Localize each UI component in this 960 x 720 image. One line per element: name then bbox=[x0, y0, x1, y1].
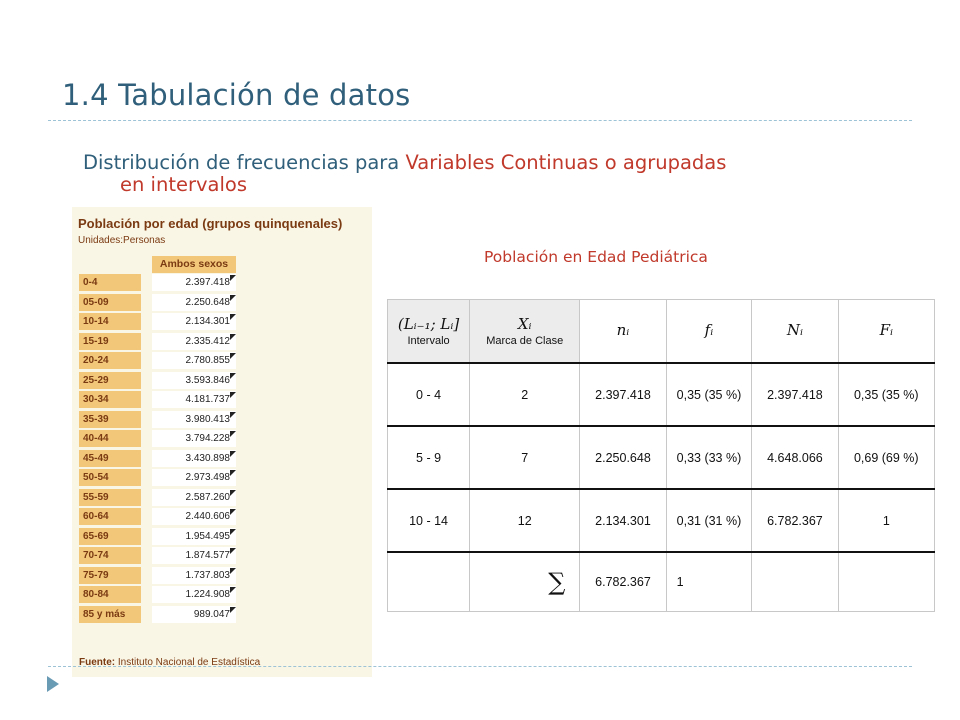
ine-source-label: Fuente: bbox=[79, 657, 116, 668]
ine-value-cell[interactable] bbox=[152, 469, 236, 486]
ine-age-group: 30-34 bbox=[79, 391, 141, 408]
ine-value-cell[interactable] bbox=[152, 489, 236, 506]
frequency-header-row bbox=[388, 300, 935, 364]
ine-value-cell[interactable] bbox=[152, 606, 236, 623]
header-absolute-frequency: nᵢ bbox=[580, 300, 666, 364]
ine-value-cell[interactable] bbox=[152, 528, 236, 545]
ine-age-group: 40-44 bbox=[79, 430, 141, 447]
ine-age-group: 10-14 bbox=[79, 313, 141, 330]
ine-row bbox=[79, 273, 236, 293]
ine-value: 3.593.846 bbox=[185, 374, 230, 386]
ine-rows bbox=[79, 273, 236, 624]
ine-value: 3.430.898 bbox=[185, 452, 230, 464]
ine-value: 1.737.803 bbox=[185, 569, 230, 581]
corner-marker-icon bbox=[230, 412, 236, 418]
ine-age-group: 45-49 bbox=[79, 450, 141, 467]
ine-row bbox=[79, 371, 236, 391]
ine-value-cell[interactable] bbox=[152, 274, 236, 291]
ine-value: 3.980.413 bbox=[185, 413, 230, 425]
ine-value-cell[interactable] bbox=[152, 567, 236, 584]
ine-table-title: Población por edad (grupos quinquenales) bbox=[78, 216, 343, 231]
ine-age-group: 75-79 bbox=[79, 567, 141, 584]
ine-age-group: 15-19 bbox=[79, 333, 141, 350]
corner-marker-icon bbox=[230, 451, 236, 457]
ine-row bbox=[79, 468, 236, 488]
ine-row bbox=[79, 312, 236, 332]
ine-grid bbox=[79, 256, 236, 624]
ine-header-row bbox=[79, 256, 236, 273]
table-row: 10 - 14 12 2.134.301 0,31 (31 %) 6.782.367 1 bbox=[388, 489, 935, 552]
ine-value: 2.780.855 bbox=[185, 355, 230, 367]
ine-value-cell[interactable] bbox=[152, 586, 236, 603]
ine-value-cell[interactable] bbox=[152, 450, 236, 467]
ine-value: 2.397.418 bbox=[185, 277, 230, 289]
slide-title: 1.4 Tabulación de datos bbox=[62, 78, 411, 112]
ine-value-cell[interactable] bbox=[152, 547, 236, 564]
ine-value-cell[interactable] bbox=[152, 391, 236, 408]
ine-value-cell[interactable] bbox=[152, 313, 236, 330]
ine-column-header: Ambos sexos bbox=[152, 256, 236, 273]
ine-value: 989.047 bbox=[193, 608, 230, 620]
ine-age-group: 25-29 bbox=[79, 372, 141, 389]
header-relative-frequency: fᵢ bbox=[666, 300, 752, 364]
ine-value: 1.224.908 bbox=[185, 589, 230, 601]
ine-row bbox=[79, 527, 236, 547]
corner-marker-icon bbox=[230, 587, 236, 593]
ine-age-group: 0-4 bbox=[79, 274, 141, 291]
ine-source-text: Instituto Nacional de Estadística bbox=[115, 657, 261, 668]
corner-marker-icon bbox=[230, 275, 236, 281]
ine-row bbox=[79, 390, 236, 410]
corner-marker-icon bbox=[230, 295, 236, 301]
triangle-bullet-icon bbox=[47, 676, 59, 692]
corner-marker-icon bbox=[230, 607, 236, 613]
ine-age-group: 70-74 bbox=[79, 547, 141, 564]
ine-row bbox=[79, 293, 236, 313]
ine-population-table bbox=[72, 207, 372, 677]
ine-value: 2.134.301 bbox=[185, 316, 230, 328]
frequency-table bbox=[387, 299, 935, 612]
sum-row bbox=[388, 552, 935, 612]
ine-value: 2.587.260 bbox=[185, 491, 230, 503]
ine-value-cell[interactable] bbox=[152, 352, 236, 369]
ine-value: 1.954.495 bbox=[185, 530, 230, 542]
ine-age-group: 65-69 bbox=[79, 528, 141, 545]
ine-value-cell[interactable] bbox=[152, 333, 236, 350]
ine-value: 2.973.498 bbox=[185, 472, 230, 484]
corner-marker-icon bbox=[230, 470, 236, 476]
ine-row bbox=[79, 488, 236, 508]
ine-value-cell[interactable] bbox=[152, 508, 236, 525]
ine-age-group: 85 y más bbox=[79, 606, 141, 623]
corner-marker-icon bbox=[230, 568, 236, 574]
ine-age-group: 35-39 bbox=[79, 411, 141, 428]
table-row: 5 - 9 7 2.250.648 0,33 (33 %) 4.648.066 0,69 (69 %) bbox=[388, 426, 935, 489]
top-divider bbox=[48, 120, 912, 121]
corner-marker-icon bbox=[230, 353, 236, 359]
table-row: 0 - 4 2 2.397.418 0,35 (35 %) 2.397.418 0,35 (35 %) bbox=[388, 363, 935, 426]
header-class-mark: Xᵢ Marca de Clase bbox=[470, 300, 580, 364]
ine-value-cell[interactable] bbox=[152, 294, 236, 311]
corner-marker-icon bbox=[230, 548, 236, 554]
ine-row bbox=[79, 585, 236, 605]
corner-marker-icon bbox=[230, 509, 236, 515]
corner-marker-icon bbox=[230, 529, 236, 535]
ine-row bbox=[79, 449, 236, 469]
sum-f-total: 1 bbox=[666, 552, 752, 612]
ine-row bbox=[79, 351, 236, 371]
ine-age-group: 60-64 bbox=[79, 508, 141, 525]
ine-value: 2.440.606 bbox=[185, 511, 230, 523]
ine-value-cell[interactable] bbox=[152, 372, 236, 389]
ine-value: 2.335.412 bbox=[185, 335, 230, 347]
ine-age-group: 80-84 bbox=[79, 586, 141, 603]
subtitle-line2: en intervalos bbox=[120, 173, 247, 196]
sum-symbol: ∑ bbox=[470, 552, 580, 612]
ine-row bbox=[79, 507, 236, 527]
ine-row bbox=[79, 332, 236, 352]
bottom-divider bbox=[48, 666, 912, 667]
ine-row bbox=[79, 546, 236, 566]
subtitle-highlight: Variables Continuas o agrupadas bbox=[405, 151, 727, 174]
header-cumulative-frequency: Nᵢ bbox=[752, 300, 838, 364]
ine-value-cell[interactable] bbox=[152, 411, 236, 428]
corner-marker-icon bbox=[230, 392, 236, 398]
ine-age-group: 20-24 bbox=[79, 352, 141, 369]
corner-marker-icon bbox=[230, 431, 236, 437]
corner-marker-icon bbox=[230, 334, 236, 340]
ine-value: 4.181.737 bbox=[185, 394, 230, 406]
header-interval: (Lᵢ₋₁; Lᵢ] Intervalo bbox=[388, 300, 470, 364]
subtitle-text: Distribución de frecuencias para bbox=[83, 151, 406, 174]
header-cumulative-relative-frequency: Fᵢ bbox=[838, 300, 934, 364]
ine-value-cell[interactable] bbox=[152, 430, 236, 447]
ine-age-group: 05-09 bbox=[79, 294, 141, 311]
ine-row bbox=[79, 410, 236, 430]
ine-age-group: 55-59 bbox=[79, 489, 141, 506]
ine-row bbox=[79, 605, 236, 625]
ine-value: 3.794.228 bbox=[185, 433, 230, 445]
ine-value: 2.250.648 bbox=[185, 296, 230, 308]
sum-n-total: 6.782.367 bbox=[580, 552, 666, 612]
corner-marker-icon bbox=[230, 373, 236, 379]
ine-row bbox=[79, 429, 236, 449]
ine-table-units: Unidades:Personas bbox=[78, 235, 166, 246]
corner-marker-icon bbox=[230, 314, 236, 320]
ine-value: 1.874.577 bbox=[185, 550, 230, 562]
ine-row bbox=[79, 566, 236, 586]
pediatric-title: Población en Edad Pediátrica bbox=[484, 248, 708, 266]
slide-subtitle bbox=[83, 152, 903, 196]
ine-age-group: 50-54 bbox=[79, 469, 141, 486]
corner-marker-icon bbox=[230, 490, 236, 496]
